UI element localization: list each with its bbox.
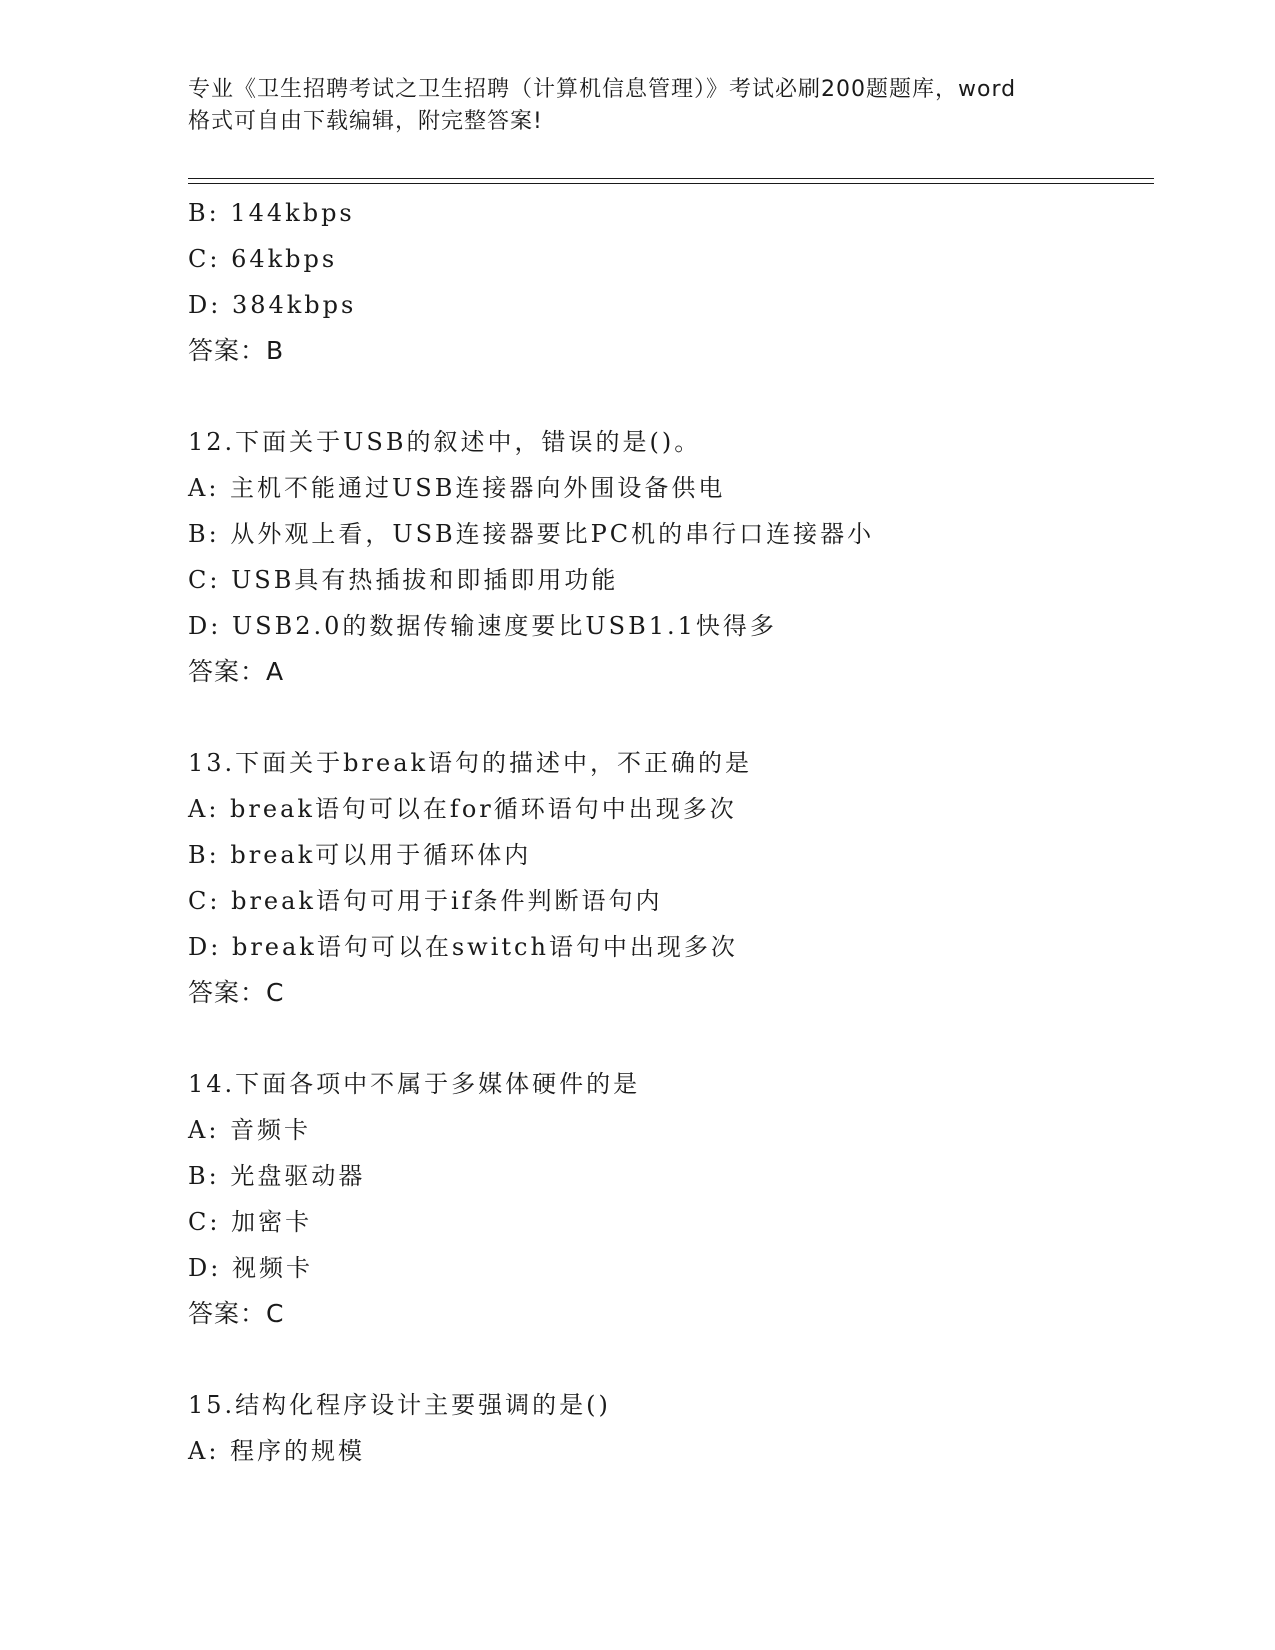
option-d: D: 视频卡 <box>188 1254 313 1282</box>
question-block-13 <box>188 740 1148 1016</box>
option-c: C: USB具有热插拔和即插即用功能 <box>188 566 619 594</box>
question-block-11 <box>188 190 1148 374</box>
option-a: A: 程序的规模 <box>188 1437 366 1465</box>
option-b: B: 从外观上看，USB连接器要比PC机的串行口连接器小 <box>188 520 875 548</box>
option-c: C: 64kbps <box>188 245 338 273</box>
question-block-12 <box>188 419 1148 695</box>
option-d: D: 384kbps <box>188 291 357 319</box>
option-c: C: break语句可用于if条件判断语句内 <box>188 887 663 915</box>
option-a: A: 音频卡 <box>188 1116 312 1144</box>
header-line-1: 专业《卫生招聘考试之卫生招聘（计算机信息管理）》考试必刷200题题库，word <box>188 77 1017 102</box>
question-text: 15.结构化程序设计主要强调的是() <box>188 1391 611 1419</box>
question-block-14 <box>188 1061 1148 1337</box>
header-rule-top <box>188 178 1154 179</box>
question-text: 12.下面关于USB的叙述中，错误的是()。 <box>188 428 702 456</box>
answer-line: 答案：A <box>188 657 285 686</box>
question-text: 13.下面关于break语句的描述中，不正确的是 <box>188 749 753 777</box>
option-b: B: 144kbps <box>188 199 355 227</box>
option-b: B: break可以用于循环体内 <box>188 841 532 869</box>
option-d: D: USB2.0的数据传输速度要比USB1.1快得多 <box>188 612 777 640</box>
answer-line: 答案：C <box>188 1299 285 1328</box>
answer-line: 答案：B <box>188 336 285 365</box>
question-list <box>188 190 1148 1474</box>
header-rule-bottom <box>188 183 1154 184</box>
header-line-2: 格式可自由下载编辑，附完整答案! <box>188 109 543 134</box>
option-d: D: break语句可以在switch语句中出现多次 <box>188 933 738 961</box>
answer-line: 答案：C <box>188 978 285 1007</box>
question-block-15 <box>188 1382 1148 1474</box>
option-c: C: 加密卡 <box>188 1208 313 1236</box>
option-a: A: 主机不能通过USB连接器向外围设备供电 <box>188 474 726 502</box>
option-a: A: break语句可以在for循环语句中出现多次 <box>188 795 737 823</box>
option-b: B: 光盘驱动器 <box>188 1162 366 1190</box>
document-header <box>188 74 1088 138</box>
question-text: 14.下面各项中不属于多媒体硬件的是 <box>188 1070 641 1098</box>
